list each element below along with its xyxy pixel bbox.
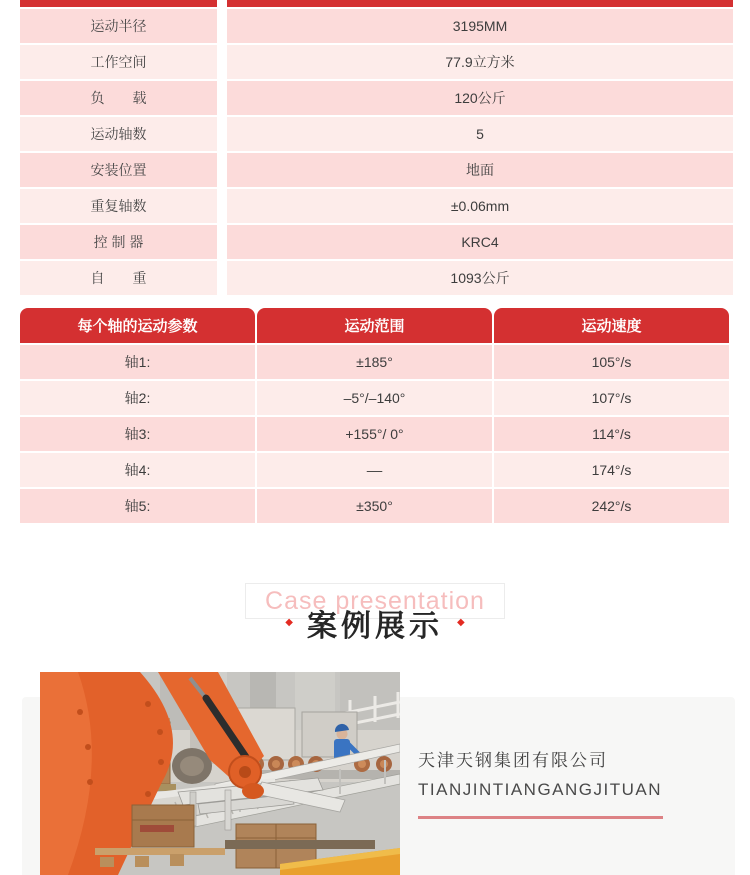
spec-value: 5 bbox=[227, 117, 733, 151]
axis-table-header: 每个轴的运动参数 bbox=[20, 308, 255, 343]
case-photo-robot-factory[interactable] bbox=[40, 672, 400, 875]
axis-range: –– bbox=[257, 453, 492, 487]
axis-speed: 114°/s bbox=[494, 417, 729, 451]
axis-speed: 242°/s bbox=[494, 489, 729, 523]
spec-label: 重复轴数 bbox=[20, 189, 217, 223]
case-info-block bbox=[418, 746, 718, 819]
spec-value: ±0.06mm bbox=[227, 189, 733, 223]
axis-label: 轴4: bbox=[20, 453, 255, 487]
table-row bbox=[20, 417, 732, 451]
spec-label: 运动半径 bbox=[20, 9, 217, 43]
case-title-zh-row bbox=[0, 601, 750, 645]
case-title-en: Case presentation bbox=[265, 586, 485, 615]
case-accent-underline bbox=[418, 816, 663, 819]
axis-speed: 174°/s bbox=[494, 453, 729, 487]
axis-range: –5°/–140° bbox=[257, 381, 492, 415]
case-company-name-en: TIANJINTIANGANGJITUAN bbox=[418, 780, 663, 799]
table-row bbox=[20, 345, 732, 379]
axis-speed: 105°/s bbox=[494, 345, 729, 379]
spec-label: 运动轴数 bbox=[20, 117, 217, 151]
spec-header-bar-right bbox=[227, 0, 733, 7]
spec-value: 77.9立方米 bbox=[227, 45, 733, 79]
spec-table-label-column bbox=[20, 0, 217, 297]
diamond-icon: ◆ bbox=[285, 617, 293, 628]
case-company-name-zh: 天津天钢集团有限公司 bbox=[418, 751, 608, 770]
table-row bbox=[20, 453, 732, 487]
axis-range: ±350° bbox=[257, 489, 492, 523]
spec-label: 控 制 器 bbox=[20, 225, 217, 259]
axis-motion-table bbox=[20, 308, 732, 525]
axis-range: ±185° bbox=[257, 345, 492, 379]
spec-table-value-column bbox=[227, 0, 733, 297]
case-title-zh: 案例展示 bbox=[307, 610, 443, 643]
axis-label: 轴3: bbox=[20, 417, 255, 451]
table-row bbox=[20, 381, 732, 415]
spec-header-bar-left bbox=[20, 0, 217, 7]
axis-range: +155°/ 0° bbox=[257, 417, 492, 451]
spec-label: 负 载 bbox=[20, 81, 217, 115]
spec-value: KRC4 bbox=[227, 225, 733, 259]
axis-label: 轴1: bbox=[20, 345, 255, 379]
table-row bbox=[20, 489, 732, 523]
spec-label: 自 重 bbox=[20, 261, 217, 295]
axis-label: 轴5: bbox=[20, 489, 255, 523]
axis-table-header: 运动范围 bbox=[257, 308, 492, 343]
axis-label: 轴2: bbox=[20, 381, 255, 415]
spec-value: 120公斤 bbox=[227, 81, 733, 115]
spec-label: 工作空间 bbox=[20, 45, 217, 79]
axis-table-header-row bbox=[20, 308, 732, 343]
spec-value: 地面 bbox=[227, 153, 733, 187]
axis-table-header: 运动速度 bbox=[494, 308, 729, 343]
spec-value: 1093公斤 bbox=[227, 261, 733, 295]
spec-value: 3195MM bbox=[227, 9, 733, 43]
axis-speed: 107°/s bbox=[494, 381, 729, 415]
spec-label: 安装位置 bbox=[20, 153, 217, 187]
case-section-title bbox=[0, 583, 750, 643]
diamond-icon: ◆ bbox=[457, 617, 465, 628]
